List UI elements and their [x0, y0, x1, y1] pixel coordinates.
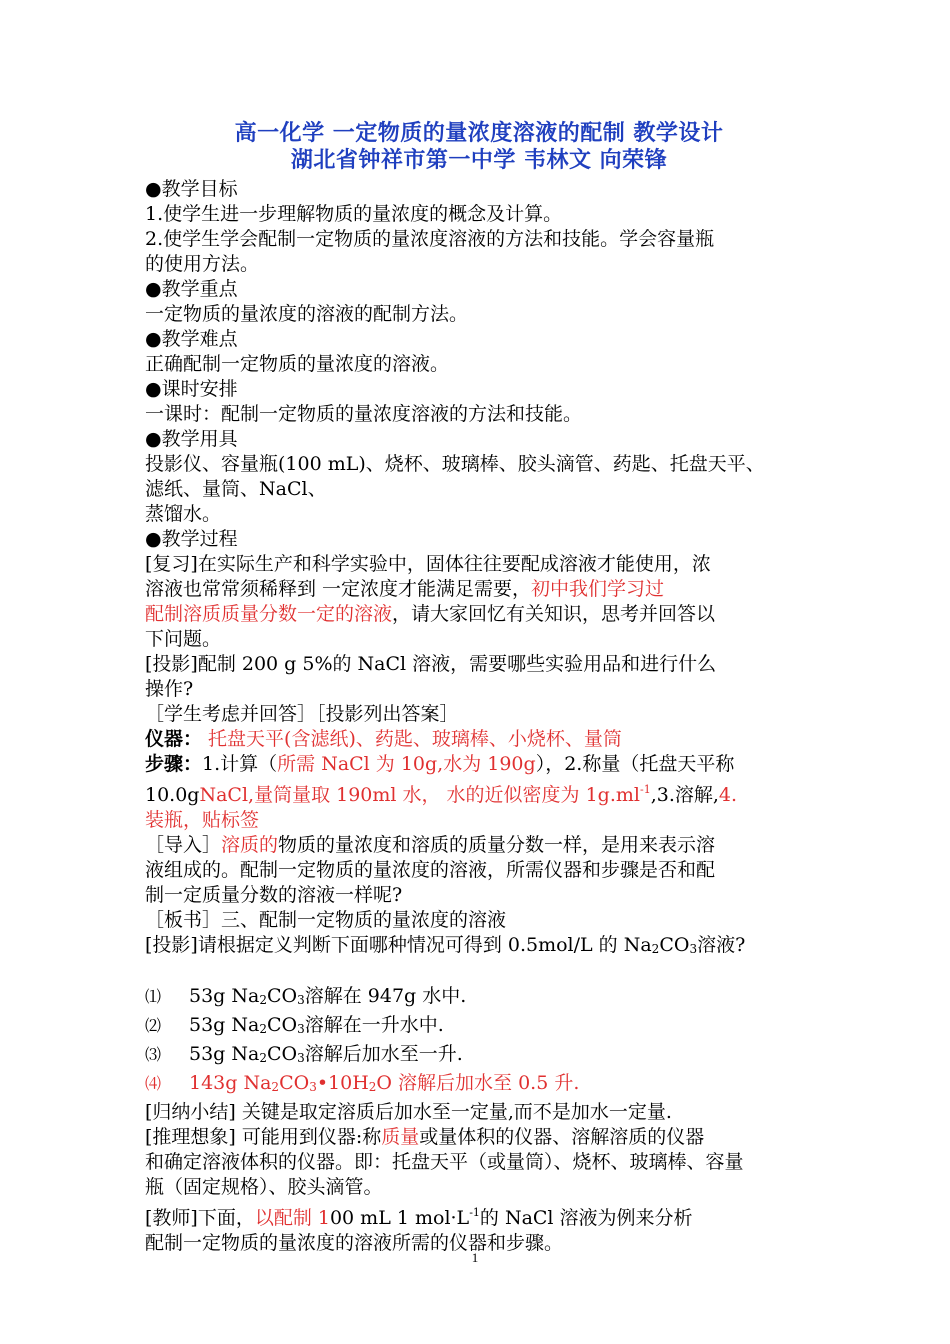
- instruments-line: [145, 727, 813, 752]
- reasoning-line: 瓶（固定规格）、胶头滴管。: [145, 1176, 383, 1198]
- goal-item: 2.使学生学会配制一定物质的量浓度溶液的方法和技能。学会容量瓶: [145, 228, 715, 250]
- tools-heading: ●教学用具: [145, 428, 238, 450]
- projection-line: ［学生考虑并回答］［投影列出答案］: [145, 703, 459, 725]
- teacher-line: 配制一定物质的量浓度的溶液所需的仪器和步骤。: [145, 1232, 564, 1254]
- document-body: [145, 120, 813, 1256]
- highlight-text: 初中我们学习过: [531, 578, 665, 600]
- projection-line: 操作?: [145, 678, 194, 700]
- schedule-heading: ●课时安排: [145, 378, 238, 400]
- intro-line: ［导入］溶质的物质的量浓度和溶质的质量分数一样，是用来表示溶: [145, 834, 716, 856]
- steps-line: 装瓶，贴标签: [145, 809, 260, 831]
- instruments-label: 仪器：: [145, 728, 203, 750]
- difficulty-heading: ●教学难点: [145, 328, 238, 350]
- schedule-item: 一课时：配制一定物质的量浓度溶液的方法和技能。: [145, 403, 583, 425]
- reasoning-line: 和确定溶液体积的仪器。即：托盘天平（或量筒）、烧杯、玻璃棒、容量: [145, 1151, 744, 1173]
- steps-line: 步骤：1.计算（所需 NaCl 为 10g,水为 190g），2.称量（托盘天平称: [145, 753, 735, 775]
- option-item: ⑵ 53g Na2CO3溶解在一升水中.: [145, 1014, 444, 1036]
- goal-heading: ●教学目标: [145, 178, 238, 200]
- reasoning-line: [推理想象] 可能用到仪器:称质量或量体积的仪器、溶解溶质的仪器: [145, 1126, 705, 1148]
- summary-line: [归纳小结] 关键是取定溶质后加水至一定量,而不是加水一定量.: [145, 1101, 672, 1123]
- teacher-line: [教师]下面，以配制 100 mL 1 $mol\cdot L^{-1}$的 NaCl 溶液为例来分析: [145, 1206, 693, 1229]
- key-heading: ●教学重点: [145, 278, 238, 300]
- key-item: 一定物质的量浓度的溶液的配制方法。: [145, 303, 469, 325]
- option-item: ⑷ 143g Na2CO3•10H2O 溶解后加水至 0.5 升.: [145, 1072, 580, 1094]
- intro-line: 液组成的。配制一定物质的量浓度的溶液，所需仪器和步骤是否和配: [145, 859, 716, 881]
- projection-line: [投影]配制 200 g 5%的 NaCl 溶液，需要哪些实验用品和进行什么: [145, 653, 717, 675]
- tools-item: 投影仪、容量瓶(100 mL)、烧杯、玻璃棒、胶头滴管、药匙、托盘天平、: [145, 453, 765, 475]
- tools-item: 蒸馏水。: [145, 503, 222, 525]
- intro-line: 制一定质量分数的溶液一样呢?: [145, 884, 403, 906]
- goal-item: 1.使学生进一步理解物质的量浓度的概念及计算。: [145, 203, 563, 225]
- review-line: 配制溶质质量分数一定的溶液，请大家回忆有关知识，思考并回答以: [145, 603, 716, 625]
- tools-item: 滤纸、量筒、NaCl、: [145, 478, 327, 500]
- board-line: ［板书］三、配制一定物质的量浓度的溶液: [145, 909, 507, 931]
- page-number: 1: [471, 1250, 479, 1265]
- page-title: 高一化学 一定物质的量浓度溶液的配制 教学设计: [234, 120, 724, 146]
- option-item: ⑶ 53g Na2CO3溶解后加水至一升.: [145, 1043, 463, 1065]
- steps-label: 步骤：: [145, 753, 203, 775]
- review-line: 下问题。: [145, 628, 222, 650]
- process-heading: ●教学过程: [145, 528, 238, 550]
- projection-question: [投影]请根据定义判断下面哪种情况可得到 0.5mol/L 的 Na2CO3溶液?: [145, 934, 746, 956]
- spacer: [145, 962, 813, 984]
- goal-item: 的使用方法。: [145, 253, 260, 275]
- option-item: ⑴ 53g Na2CO3溶解在 947g 水中.: [145, 985, 467, 1007]
- highlight-text: 配制溶质质量分数一定的溶液: [145, 603, 393, 625]
- steps-line: 10.0gNaCl,量筒量取 190ml 水， 水的近似密度为 $1g.ml^{-1},3$.溶解,4.: [145, 783, 738, 806]
- author-line: 湖北省钟祥市第一中学 韦林文 向荣锋: [290, 147, 668, 173]
- review-line: 溶液也常常须稀释到 一定浓度才能满足需要，初中我们学习过: [145, 578, 665, 600]
- difficulty-item: 正确配制一定物质的量浓度的溶液。: [145, 353, 450, 375]
- review-line: [复习]在实际生产和科学实验中，固体往往要配成溶液才能使用，浓: [145, 553, 711, 575]
- instruments-value: 托盘天平(含滤纸)、药匙、玻璃棒、小烧杯、量筒: [202, 728, 622, 750]
